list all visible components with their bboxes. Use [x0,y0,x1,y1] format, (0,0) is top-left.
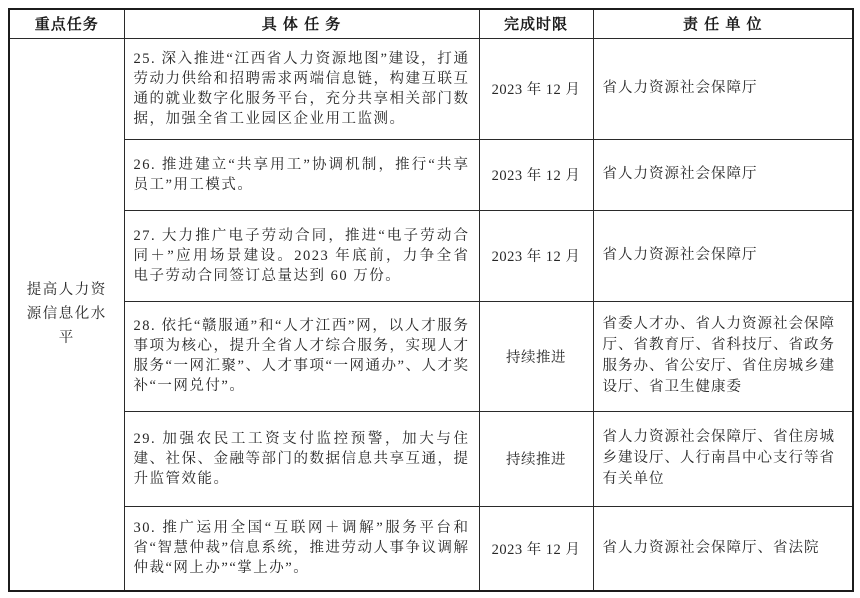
header-key-task: 重点任务 [9,9,124,38]
deadline-cell-27: 2023 年 12 月 [479,210,593,301]
table-row [9,38,853,139]
group-label-cell: 提高人力资源信息化水平 [9,38,124,591]
unit-cell-27: 省人力资源社会保障厅 [593,210,853,301]
task-table [8,8,854,592]
task-cell-30: 30. 推广运用全国“互联网＋调解”服务平台和省“智慧仲裁”信息系统，推进劳动人事争议调解仲裁“网上办”“掌上办”。 [124,506,479,591]
table-row [9,411,853,506]
unit-cell-25: 省人力资源社会保障厅 [593,38,853,139]
header-deadline: 完成时限 [479,9,593,38]
header-responsible-unit: 责 任 单 位 [593,9,853,38]
header-specific-task: 具 体 任 务 [124,9,479,38]
table-row [9,210,853,301]
deadline-cell-26: 2023 年 12 月 [479,139,593,210]
deadline-cell-25: 2023 年 12 月 [479,38,593,139]
task-cell-28: 28. 依托“赣服通”和“人才江西”网，以人才服务事项为核心，提升全省人才综合服务，实现人才服务“一网汇聚”、人才事项“一网通办”、人才奖补“一网兑付”。 [124,301,479,411]
task-cell-25: 25. 深入推进“江西省人力资源地图”建设，打通劳动力供给和招聘需求两端信息链，构建互联互通的就业数字化服务平台，充分共享相关部门数据，加强全省工业园区企业用工监测。 [124,38,479,139]
deadline-cell-29: 持续推进 [479,411,593,506]
task-cell-29: 29. 加强农民工工资支付监控预警，加大与住建、社保、金融等部门的数据信息共享互通，提升监管效能。 [124,411,479,506]
unit-cell-28: 省委人才办、省人力资源社会保障厅、省教育厅、省科技厅、省政务服务办、省公安厅、省住房城乡建设厅、省卫生健康委 [593,301,853,411]
task-cell-26: 26. 推进建立“共享用工”协调机制，推行“共享员工”用工模式。 [124,139,479,210]
table-row [9,139,853,210]
table-header-row [9,9,853,38]
task-cell-27: 27. 大力推广电子劳动合同，推进“电子劳动合同＋”应用场景建设。2023 年底前，力争全省电子劳动合同签订总量达到 60 万份。 [124,210,479,301]
unit-cell-26: 省人力资源社会保障厅 [593,139,853,210]
deadline-cell-28: 持续推进 [479,301,593,411]
table-row [9,506,853,591]
table-row [9,301,853,411]
unit-cell-30: 省人力资源社会保障厅、省法院 [593,506,853,591]
deadline-cell-30: 2023 年 12 月 [479,506,593,591]
unit-cell-29: 省人力资源社会保障厅、省住房城乡建设厅、人行南昌中心支行等省有关单位 [593,411,853,506]
